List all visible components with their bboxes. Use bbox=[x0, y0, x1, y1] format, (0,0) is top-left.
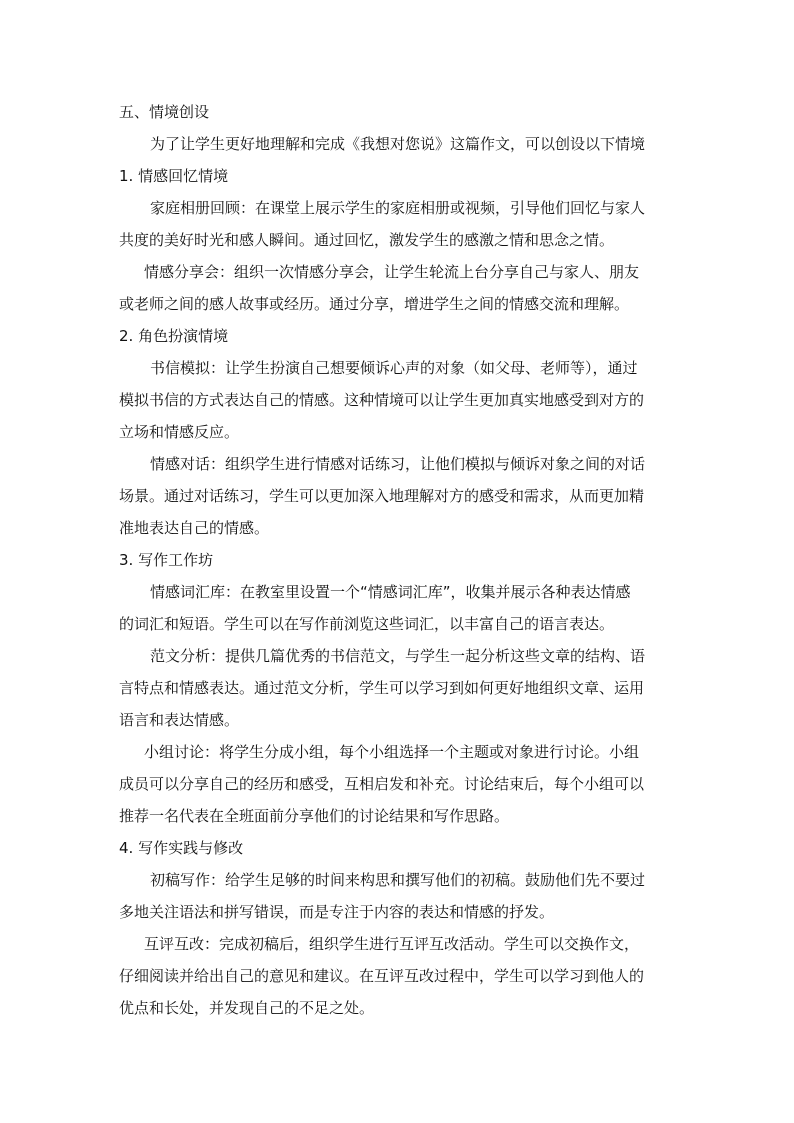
subsection-title-3: 3. 写作工作坊 bbox=[119, 551, 214, 569]
intro-paragraph: 为了让学生更好地理解和完成《我想对您说》这篇作文，可以创设以下情境 bbox=[150, 135, 646, 153]
paragraph-line: 场景。通过对话练习，学生可以更加深入地理解对方的感受和需求，从而更加精 bbox=[119, 487, 645, 505]
paragraph-line: 小组讨论：将学生分成小组，每个小组选择一个主题或对象进行讨论。小组 bbox=[144, 743, 640, 761]
paragraph-line: 情感词汇库：在教室里设置一个“情感词汇库”，收集并展示各种表达情感 bbox=[150, 583, 631, 601]
paragraph-line: 多地关注语法和拼写错误，而是专注于内容的表达和情感的抒发。 bbox=[119, 903, 555, 921]
paragraph-line: 立场和情感反应。 bbox=[119, 423, 240, 441]
paragraph-line: 语言和表达情感。 bbox=[119, 711, 240, 729]
subsection-title-4: 4. 写作实践与修改 bbox=[119, 839, 244, 857]
paragraph-line: 书信模拟：让学生扮演自己想要倾诉心声的对象（如父母、老师等），通过 bbox=[150, 359, 638, 377]
paragraph-line: 模拟书信的方式表达自己的情感。这种情境可以让学生更加真实地感受到对方的 bbox=[119, 391, 645, 409]
paragraph-line: 初稿写作：给学生足够的时间来构思和撰写他们的初稿。鼓励他们先不要过 bbox=[150, 871, 646, 889]
paragraph-line: 共度的美好时光和感人瞬间。通过回忆，激发学生的感激之情和思念之情。 bbox=[119, 231, 615, 249]
paragraph-line: 成员可以分享自己的经历和感受，互相启发和补充。讨论结束后，每个小组可以 bbox=[119, 775, 645, 793]
paragraph-line: 言特点和情感表达。通过范文分析，学生可以学习到如何更好地组织文章、运用 bbox=[119, 679, 645, 697]
paragraph-line: 家庭相册回顾：在课堂上展示学生的家庭相册或视频，引导他们回忆与家人 bbox=[150, 199, 646, 217]
paragraph-line: 推荐一名代表在全班面前分享他们的讨论结果和写作思路。 bbox=[119, 807, 510, 825]
section-heading: 五、情境创设 bbox=[119, 103, 210, 121]
paragraph-line: 准地表达自己的情感。 bbox=[119, 519, 270, 537]
paragraph-line: 范文分析：提供几篇优秀的书信范文，与学生一起分析这些文章的结构、语 bbox=[150, 647, 646, 665]
paragraph-line: 或老师之间的感人故事或经历。通过分享，增进学生之间的情感交流和理解。 bbox=[119, 295, 630, 313]
subsection-title-2: 2. 角色扮演情境 bbox=[119, 327, 229, 345]
subsection-title-1: 1. 情感回忆情境 bbox=[119, 167, 229, 185]
paragraph-line: 优点和长处，并发现自己的不足之处。 bbox=[119, 999, 375, 1017]
paragraph-line: 情感分享会：组织一次情感分享会，让学生轮流上台分享自己与家人、朋友 bbox=[144, 263, 640, 281]
paragraph-line: 的词汇和短语。学生可以在写作前浏览这些词汇，以丰富自己的语言表达。 bbox=[119, 615, 615, 633]
paragraph-line: 情感对话：组织学生进行情感对话练习，让他们模拟与倾诉对象之间的对话 bbox=[150, 455, 646, 473]
paragraph-line: 互评互改：完成初稿后，组织学生进行互评互改活动。学生可以交换作文， bbox=[144, 935, 640, 953]
paragraph-line: 仔细阅读并给出自己的意见和建议。在互评互改过程中，学生可以学习到他人的 bbox=[119, 967, 645, 985]
